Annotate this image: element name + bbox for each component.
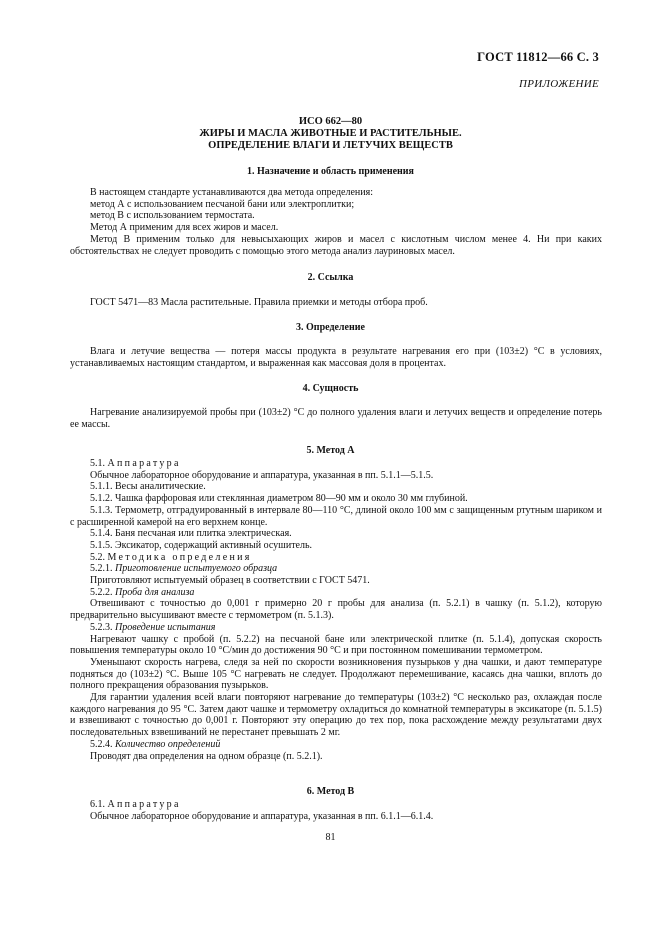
section-3-heading: 3. Определение <box>296 322 365 333</box>
paragraph: Обычное лабораторное оборудование и аппаратура, указанная в пп. 5.1.1—5.1.5. <box>90 469 434 481</box>
paragraph: Нагревают чашку с пробой (п. 5.2.2) на песчаной бане или электрической плитке (п. 5.1.4), допуская скорость повышения температуры около 10 °С/мин до достижения 90 °С и при постоянном помешивании термометром. <box>70 633 602 657</box>
paragraph: ГОСТ 5471—83 Масла растительные. Правила приемки и методы отбора проб. <box>90 297 428 308</box>
section-4-body <box>70 407 602 430</box>
paragraph: 5.1.4. Баня песчаная или плитка электрическая. <box>90 528 292 540</box>
section-5-heading: 5. Метод А <box>306 445 355 456</box>
paragraph: Нагревание анализируемой пробы при (103±2) °С до полного удаления влаги и летучих веществ и определение потерь ее массы. <box>70 407 602 430</box>
paragraph: Обычное лабораторное оборудование и аппаратура, указанная в пп. 6.1.1—6.1.4. <box>90 810 434 822</box>
paragraph: 5.1.1. Весы аналитические. <box>90 481 206 493</box>
section-2-heading: 2. Ссылка <box>307 272 354 283</box>
section-5-body <box>70 458 602 762</box>
title-line-1: ИСО 662—80 <box>298 116 363 127</box>
paragraph: В настоящем стандарте устанавливаются два метода определения: <box>90 187 373 198</box>
section-1-heading: 1. Назначение и область применения <box>247 166 414 177</box>
paragraph: 5.1.5. Эксикатор, содержащий активный осушитель. <box>90 539 313 551</box>
title-line-2: ЖИРЫ И МАСЛА ЖИВОТНЫЕ И РАСТИТЕЛЬНЫЕ. <box>199 128 462 139</box>
subsection-5-2-2: 5.2.2. Проба для анализа <box>90 586 195 598</box>
paragraph: Для гарантии удаления всей влаги повторяют нагревание до температуры (103±2) °С несколько раз, охлаждая после каждого нагревания до 95 °С. Затем дают чашке и термометру охладиться до комнатной температуры в эксикаторе (п. 5.1.5) и взвешивают с точностью до 0,001 г. Повторяют эту операцию до тех пор, пока расхождение между результатами двух последовательных взвешиваний не перестанет превышать 2 мг. <box>70 692 602 739</box>
page-number: 81 <box>325 832 336 843</box>
document-title <box>0 116 661 152</box>
subsection-5-2-4: 5.2.4. Количество определений <box>90 738 221 750</box>
section-6-body <box>70 799 602 822</box>
paragraph: Отвешивают с точностью до 0,001 г примерно 20 г пробы для анализа (п. 5.2.1) в чашку (п. 5.1.2), которую предварительно высушивают вместе с термометром (п. 5.1.3). <box>70 598 602 622</box>
appendix-label: ПРИЛОЖЕНИЕ <box>519 78 599 90</box>
paragraph: Проводят два определения на одном образце (п. 5.2.1). <box>90 750 323 762</box>
section-3-body <box>70 346 602 369</box>
paragraph: Приготовляют испытуемый образец в соответствии с ГОСТ 5471. <box>90 575 370 587</box>
section-2-body <box>90 297 602 309</box>
paragraph: метод А с использованием песчаной бани или электроплитки; <box>90 198 355 210</box>
section-6-heading: 6. Метод В <box>306 786 355 797</box>
title-line-3: ОПРЕДЕЛЕНИЕ ВЛАГИ И ЛЕТУЧИХ ВЕЩЕСТВ <box>208 140 453 151</box>
paragraph: Метод В применим только для невысыхающих жиров и масел с кислотным числом менее 4. Ни при каких обстоятельствах не следует проводить с помощью этого метода анализ лауриновых масел. <box>70 233 602 257</box>
subsection-6-1: 6.1. Аппаратура <box>90 799 181 810</box>
paragraph: Метод А применим для всех жиров и масел. <box>90 222 279 234</box>
paragraph: Влага и летучие вещества — потеря массы продукта в результате нагревания его при (103±2) °С в условиях, устанавливаемых настоящим стандартом, и выраженная как массовая доля в процентах. <box>70 346 602 369</box>
subsection-5-2-3: 5.2.3. Проведение испытания <box>90 621 216 633</box>
subsection-5-2: 5.2. Методика определения <box>90 551 252 563</box>
section-1-body <box>70 187 602 257</box>
standard-header: ГОСТ 11812—66 С. 3 <box>477 50 599 64</box>
paragraph: 5.1.2. Чашка фарфоровая или стеклянная диаметром 80—90 мм и около 30 мм глубиной. <box>90 493 468 505</box>
paragraph: 5.1.3. Термометр, отградуированный в интервале 80—110 °С, длиной около 100 мм с защищенным ртутным шариком и с расширенной камерой на его верхнем конце. <box>70 504 602 528</box>
paragraph: метод В с использованием термостата. <box>90 210 255 222</box>
subsection-5-2-1: 5.2.1. Приготовление испытуемого образца <box>90 563 278 575</box>
paragraph: Уменьшают скорость нагрева, следя за ней по скорости возникновения пузырьков у дна чашки, и дают температуре подняться до (103±2) °С. Выше 105 °С нагревать не следует. Продолжают перемешивание, касаясь дна чашки, вплоть до полного прекращения образования пузырьков. <box>70 656 602 692</box>
section-4-heading: 4. Сущность <box>302 383 359 394</box>
subsection-5-1: 5.1. Аппаратура <box>90 458 181 469</box>
